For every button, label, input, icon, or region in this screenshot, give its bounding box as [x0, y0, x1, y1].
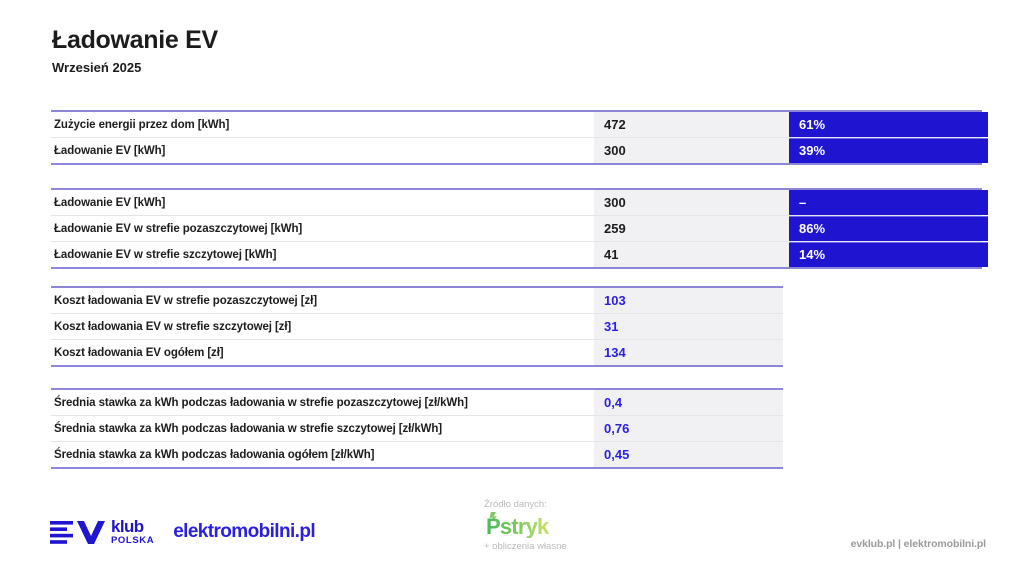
row-label: Koszt ładowania EV w strefie pozaszczytowej [zł] [51, 288, 594, 313]
row-label: Średnia stawka za kWh podczas ładowania ogółem [zł/kWh] [51, 442, 594, 467]
table-row [51, 241, 982, 267]
row-label: Średnia stawka za kWh podczas ładowania w strefie szczytowej [zł/kWh] [51, 416, 594, 441]
table-row [51, 441, 783, 467]
polska-text: POLSKA [111, 535, 155, 546]
row-value: 103 [594, 288, 783, 313]
row-percent: 14% [789, 242, 988, 267]
page-title: Ładowanie EV [52, 26, 218, 54]
data-source-block [484, 499, 664, 552]
row-label: Średnia stawka za kWh podczas ładowania w strefie pozaszczytowej [zł/kWh] [51, 390, 594, 415]
ev-mark-icon [50, 519, 108, 545]
row-label: Koszt ładowania EV w strefie szczytowej [zł] [51, 314, 594, 339]
row-label: Ładowanie EV w strefie szczytowej [kWh] [51, 242, 594, 267]
footer-sites: evklub.pl | elektromobilni.pl [850, 538, 986, 550]
row-value: 31 [594, 314, 783, 339]
table-row [51, 137, 982, 163]
row-value: 259 [594, 216, 789, 241]
table-block-charging-cost [51, 286, 783, 367]
table-row [51, 390, 783, 415]
row-label: Zużycie energii przez dom [kWh] [51, 112, 594, 137]
row-value: 300 [594, 138, 789, 163]
row-percent: 86% [789, 216, 988, 241]
row-percent: – [789, 190, 988, 215]
table-row [51, 288, 783, 313]
table-row [51, 190, 982, 215]
row-value: 472 [594, 112, 789, 137]
source-note: + obliczenia własne [484, 541, 567, 552]
row-value: 134 [594, 340, 783, 365]
table-row [51, 415, 783, 441]
row-value: 0,45 [594, 442, 783, 467]
row-percent: 39% [789, 138, 988, 163]
svg-text:Pstryk: Pstryk [486, 514, 549, 538]
source-label: Źródło danych: [484, 499, 547, 510]
row-percent: 61% [789, 112, 988, 137]
table-row [51, 313, 783, 339]
table-block-average-rate [51, 388, 783, 469]
row-label: Ładowanie EV [kWh] [51, 138, 594, 163]
slide-header [52, 26, 218, 75]
table-row [51, 112, 982, 137]
row-value: 0,4 [594, 390, 783, 415]
elektromobilni-wordmark: elektromobilni.pl [173, 520, 316, 542]
footer-brand-group [50, 518, 315, 546]
table-block-energy-split [51, 110, 982, 165]
pstryk-logo-icon [484, 512, 570, 538]
row-label: Ładowanie EV [kWh] [51, 190, 594, 215]
table-row [51, 215, 982, 241]
table-block-ev-charging-zones [51, 188, 982, 269]
table-row [51, 339, 783, 365]
row-value: 0,76 [594, 416, 783, 441]
row-value: 41 [594, 242, 789, 267]
row-label: Koszt ładowania EV ogółem [zł] [51, 340, 594, 365]
row-value: 300 [594, 190, 789, 215]
evklub-polska-logo [50, 518, 154, 546]
row-label: Ładowanie EV w strefie pozaszczytowej [kWh] [51, 216, 594, 241]
page-subtitle: Wrzesień 2025 [52, 59, 142, 75]
klub-text: klub [111, 517, 144, 536]
evklub-wordmark [111, 518, 154, 546]
